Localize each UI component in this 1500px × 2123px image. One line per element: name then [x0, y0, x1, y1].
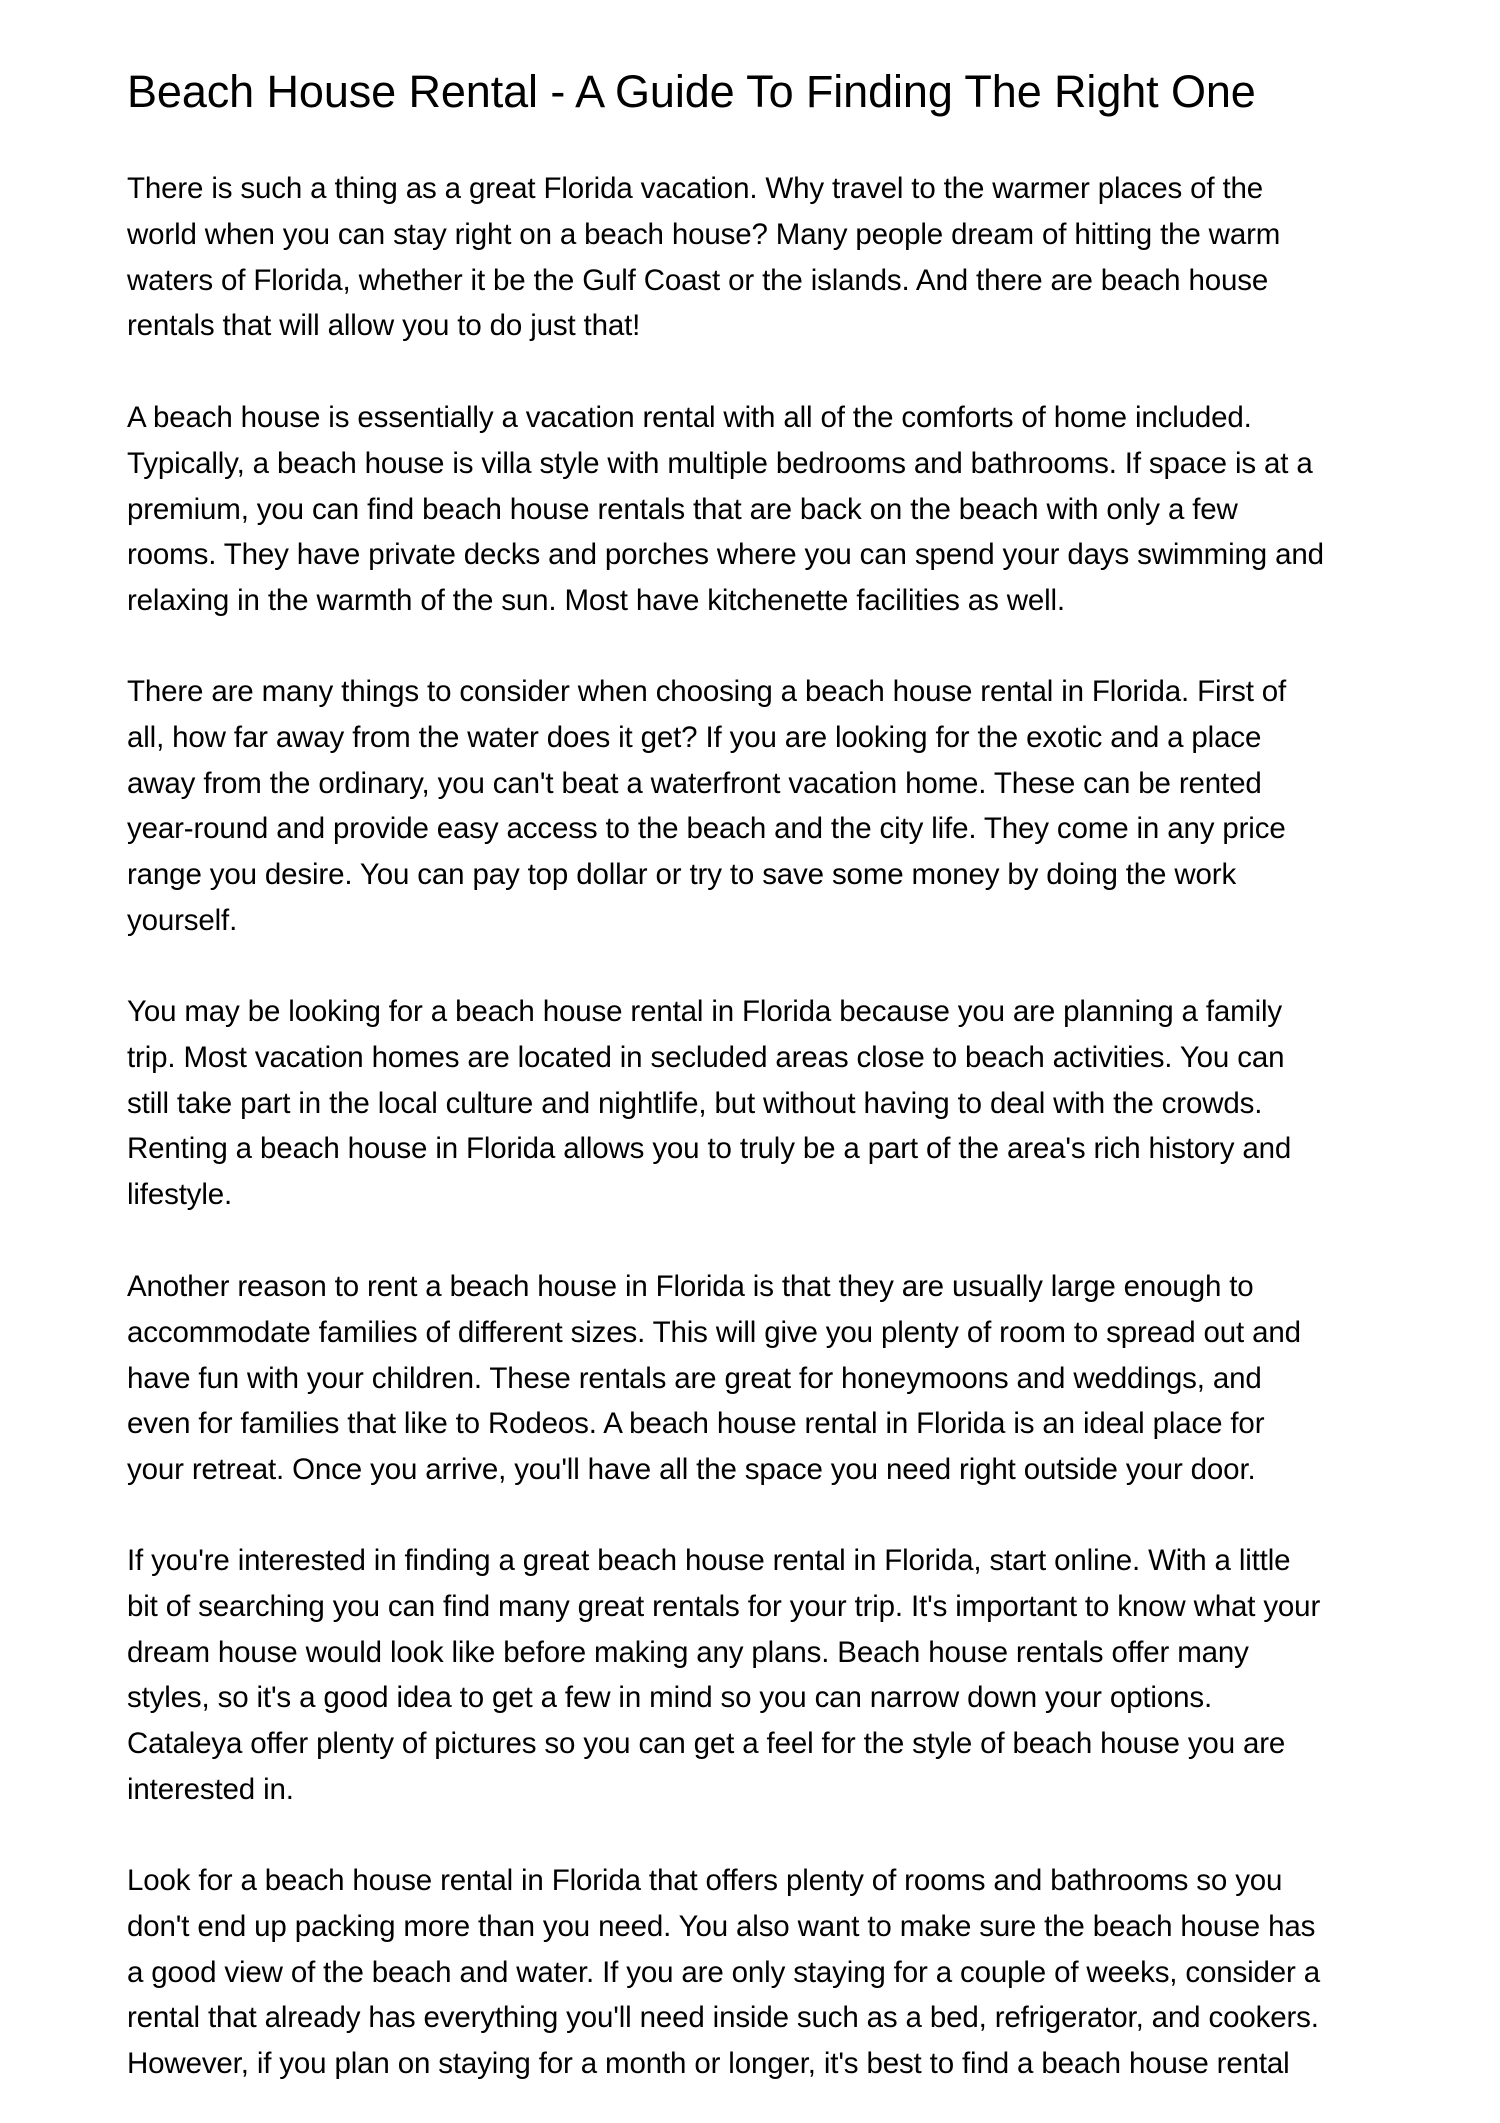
- paragraph-line: There are many things to consider when choosing a beach house rental in Florida. First of: [127, 675, 1287, 708]
- paragraph-line: styles, so it's a good idea to get a few in mind so you can narrow down your options.: [127, 1681, 1212, 1715]
- paragraph-2: [127, 395, 1387, 624]
- paragraph-line: dream house would look like before making any plans. Beach house rentals offer many: [127, 1635, 1249, 1669]
- paragraph-line: a good view of the beach and water. If you are only staying for a couple of weeks, consider a: [127, 1955, 1321, 1989]
- paragraph-line: your retreat. Once you arrive, you'll have all the space you need right outside your door.: [127, 1453, 1256, 1487]
- document-title: Beach House Rental - A Guide To Finding The Right One: [127, 66, 1256, 117]
- paragraph-line: Another reason to rent a beach house in Florida is that they are usually large enough to: [127, 1270, 1254, 1303]
- paragraph-4: [127, 989, 1387, 1218]
- paragraph-line: Look for a beach house rental in Florida that offers plenty of rooms and bathrooms so you: [127, 1864, 1283, 1897]
- paragraph-line: Cataleya offer plenty of pictures so you can get a feel for the style of beach house you are: [127, 1727, 1286, 1761]
- paragraph-line: premium, you can find beach house rentals that are back on the beach with only a few: [127, 492, 1238, 526]
- paragraph-5: [127, 1264, 1387, 1493]
- paragraph-line: yourself.: [127, 903, 238, 937]
- paragraph-line: all, how far away from the water does it get? If you are looking for the exotic and a place: [127, 720, 1262, 754]
- paragraph-6: [127, 1538, 1387, 1813]
- paragraph-line: rooms. They have private decks and porches where you can spend your days swimming and: [127, 538, 1324, 572]
- paragraph-line: trip. Most vacation homes are located in secluded areas close to beach activities. You can: [127, 1040, 1285, 1074]
- paragraph-line: A beach house is essentially a vacation rental with all of the comforts of home included.: [127, 401, 1252, 434]
- paragraph-line: accommodate families of different sizes. This will give you plenty of room to spread out and: [127, 1315, 1301, 1349]
- paragraph-line: bit of searching you can find many great rentals for your trip. It's important to know what your: [127, 1589, 1321, 1623]
- paragraph-line: There is such a thing as a great Florida vacation. Why travel to the warmer places of the: [127, 172, 1264, 205]
- paragraph-line: If you're interested in finding a great beach house rental in Florida, start online. With a little: [127, 1544, 1291, 1577]
- paragraph-line: have fun with your children. These rentals are great for honeymoons and weddings, and: [127, 1361, 1262, 1395]
- paragraph-3: [127, 669, 1387, 944]
- paragraph-line: Typically, a beach house is villa style with multiple bedrooms and bathrooms. If space is at a: [127, 446, 1313, 480]
- paragraph-line: relaxing in the warmth of the sun. Most have kitchenette facilities as well.: [127, 584, 1065, 618]
- paragraph-line: world when you can stay right on a beach house? Many people dream of hitting the warm: [127, 217, 1281, 251]
- paragraph-7: [127, 1858, 1387, 2087]
- paragraph-line: lifestyle.: [127, 1178, 233, 1212]
- paragraph-line: However, if you plan on staying for a month or longer, it's best to find a beach house rental: [127, 2047, 1290, 2081]
- paragraph-line: range you desire. You can pay top dollar or try to save some money by doing the work: [127, 858, 1237, 892]
- paragraph-line: Renting a beach house in Florida allows you to truly be a part of the area's rich history and: [127, 1132, 1292, 1166]
- paragraph-line: rentals that will allow you to do just that!: [127, 309, 641, 343]
- paragraph-1: [127, 166, 1387, 349]
- paragraph-line: away from the ordinary, you can't beat a waterfront vacation home. These can be rented: [127, 766, 1262, 800]
- paragraph-line: waters of Florida, whether it be the Gulf Coast or the islands. And there are beach house: [127, 263, 1269, 297]
- paragraph-line: year-round and provide easy access to the beach and the city life. They come in any price: [127, 812, 1286, 846]
- paragraph-line: even for families that like to Rodeos. A beach house rental in Florida is an ideal place for: [127, 1407, 1265, 1441]
- paragraph-line: rental that already has everything you'll need inside such as a bed, refrigerator, and cookers.: [127, 2001, 1319, 2035]
- paragraph-line: interested in.: [127, 1772, 294, 1806]
- paragraph-line: still take part in the local culture and nightlife, but without having to deal with the crowds.: [127, 1086, 1263, 1120]
- paragraph-line: don't end up packing more than you need. You also want to make sure the beach house has: [127, 1909, 1316, 1943]
- paragraph-line: You may be looking for a beach house rental in Florida because you are planning a family: [127, 995, 1282, 1028]
